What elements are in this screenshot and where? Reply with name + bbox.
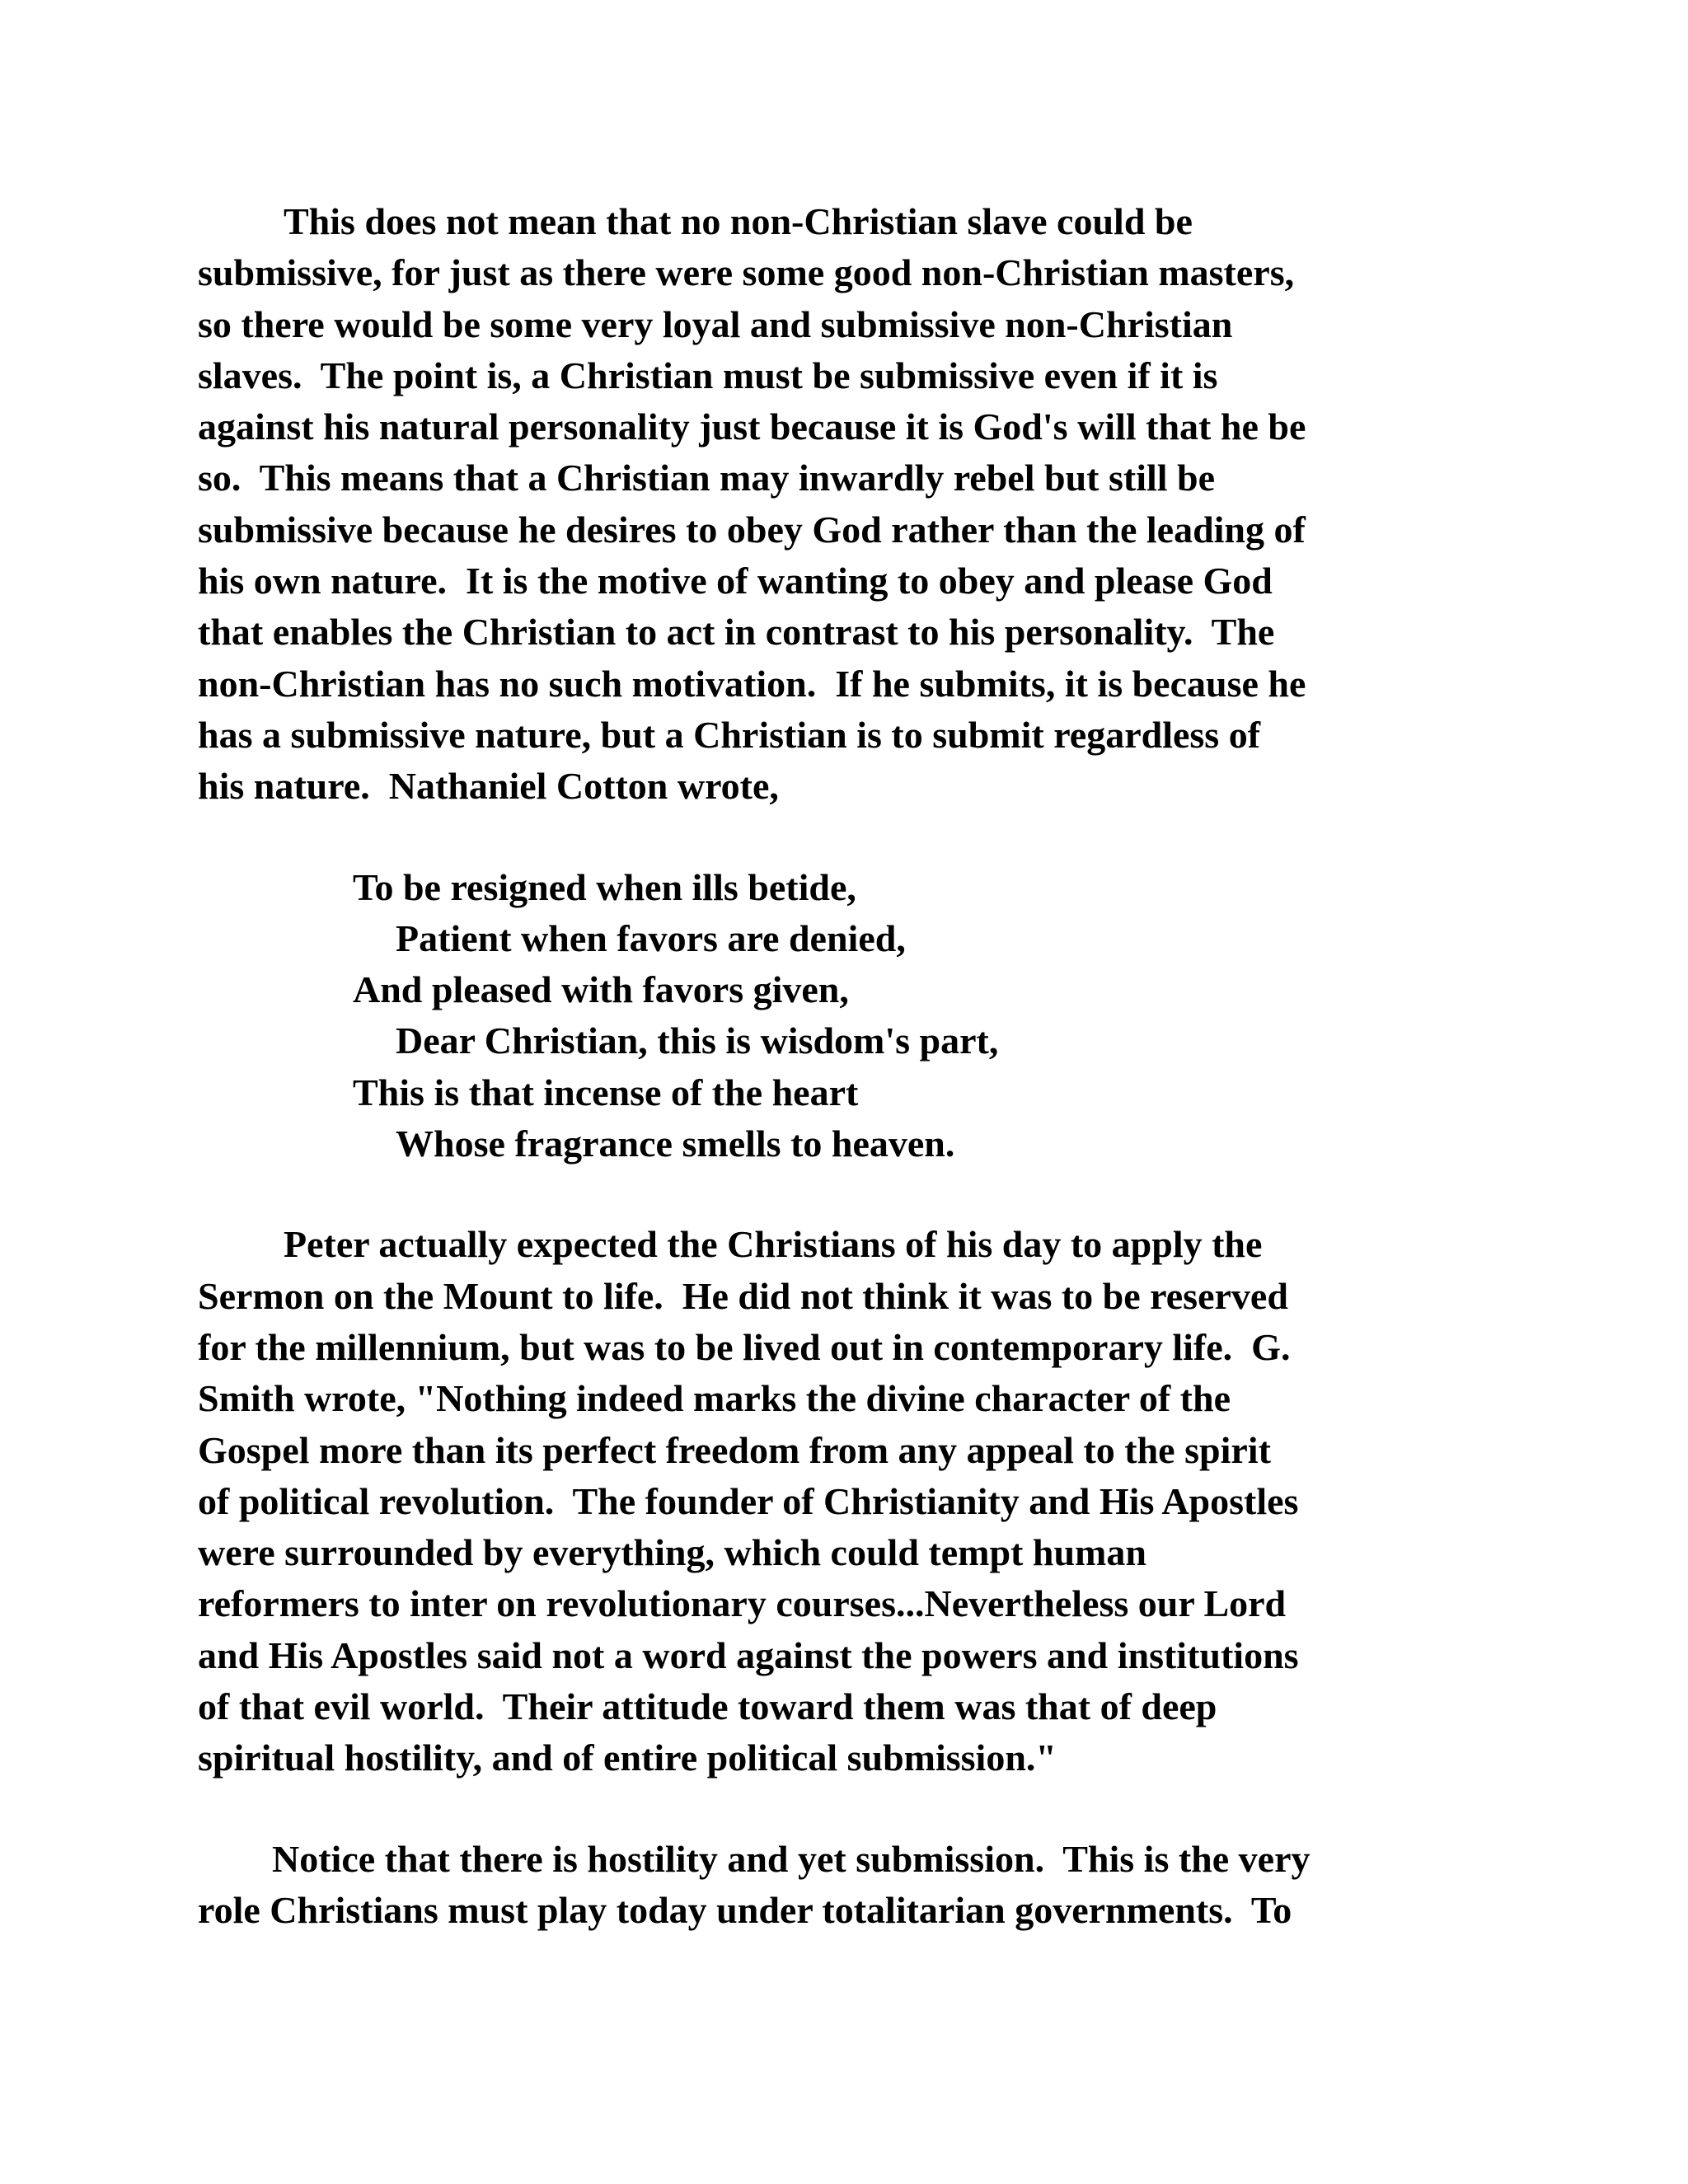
- paragraph-3-line-6: of political revolution. The founder of Christianity and His Apostles: [198, 1479, 1299, 1522]
- body-text: [198, 196, 1517, 1936]
- paragraph-1-line-8: his own nature. It is the motive of wanting to obey and please God: [198, 560, 1273, 602]
- paragraph-3-line-8: reformers to inter on revolutionary courses...Nevertheless our Lord: [198, 1582, 1287, 1625]
- paragraph-3-line-2: Sermon on the Mount to life. He did not think it was to be reserved: [198, 1274, 1288, 1317]
- paragraph-3-line-9: and His Apostles said not a word against the powers and institutions: [198, 1633, 1299, 1676]
- paragraph-1-line-9: that enables the Christian to act in contrast to his personality. The: [198, 611, 1275, 654]
- paragraph-3-line-1: Peter actually expected the Christians of his day to apply the: [284, 1223, 1263, 1266]
- paragraph-gap: [198, 813, 1517, 862]
- paragraph-1-line-3: so there would be some very loyal and submissive non-Christian: [198, 302, 1233, 345]
- poem-line-4: Dear Christian, this is wisdom's part,: [396, 1019, 999, 1062]
- paragraph-1-line-2: submissive, for just as there were some good non-Christian masters,: [198, 251, 1295, 294]
- poem-line-3: And pleased with favors given,: [353, 968, 849, 1011]
- paragraph-1-line-11: has a submissive nature, but a Christian is to submit regardless of: [198, 713, 1261, 756]
- paragraph-1-line-4: slaves. The point is, a Christian must be submissive even if it is: [198, 354, 1218, 396]
- paragraph-1-line-5: against his natural personality just because it is God's will that he be: [198, 405, 1306, 448]
- paragraph-3-line-3: for the millennium, but was to be lived out in contemporary life. G.: [198, 1325, 1291, 1368]
- poem-line-2: Patient when favors are denied,: [396, 916, 906, 959]
- poem-line-5: This is that incense of the heart: [353, 1071, 859, 1113]
- paragraph-1-line-1: This does not mean that no non-Christian slave could be: [284, 200, 1193, 242]
- paragraph-3-line-5: Gospel more than its perfect freedom from any appeal to the spirit: [198, 1428, 1271, 1471]
- poem-line-1: To be resigned when ills betide,: [353, 865, 856, 908]
- paragraph-1-line-10: non-Christian has no such motivation. If he submits, it is because he: [198, 662, 1306, 705]
- paragraph-1-line-7: submissive because he desires to obey God rather than the leading of: [198, 508, 1306, 551]
- paragraph-3-line-4: Smith wrote, "Nothing indeed marks the divine character of the: [198, 1377, 1231, 1420]
- paragraph-4-line-2: role Christians must play today under totalitarian governments. To: [198, 1888, 1292, 1931]
- paragraph-1-line-6: so. This means that a Christian may inwardly rebel but still be: [198, 457, 1216, 499]
- poem-line-6: Whose fragrance smells to heaven.: [396, 1122, 955, 1165]
- paragraph-gap: [198, 1784, 1517, 1834]
- paragraph-4-line-1: Notice that there is hostility and yet submission. This is the very: [272, 1837, 1311, 1880]
- paragraph-3-line-10: of that evil world. Their attitude toward them was that of deep: [198, 1685, 1217, 1728]
- paragraph-1-line-12: his nature. Nathaniel Cotton wrote,: [198, 765, 779, 808]
- paragraph-3-line-11: spiritual hostility, and of entire political submission.": [198, 1736, 1057, 1779]
- paragraph-gap: [198, 1169, 1517, 1219]
- paragraph-3-line-7: were surrounded by everything, which could tempt human: [198, 1531, 1146, 1574]
